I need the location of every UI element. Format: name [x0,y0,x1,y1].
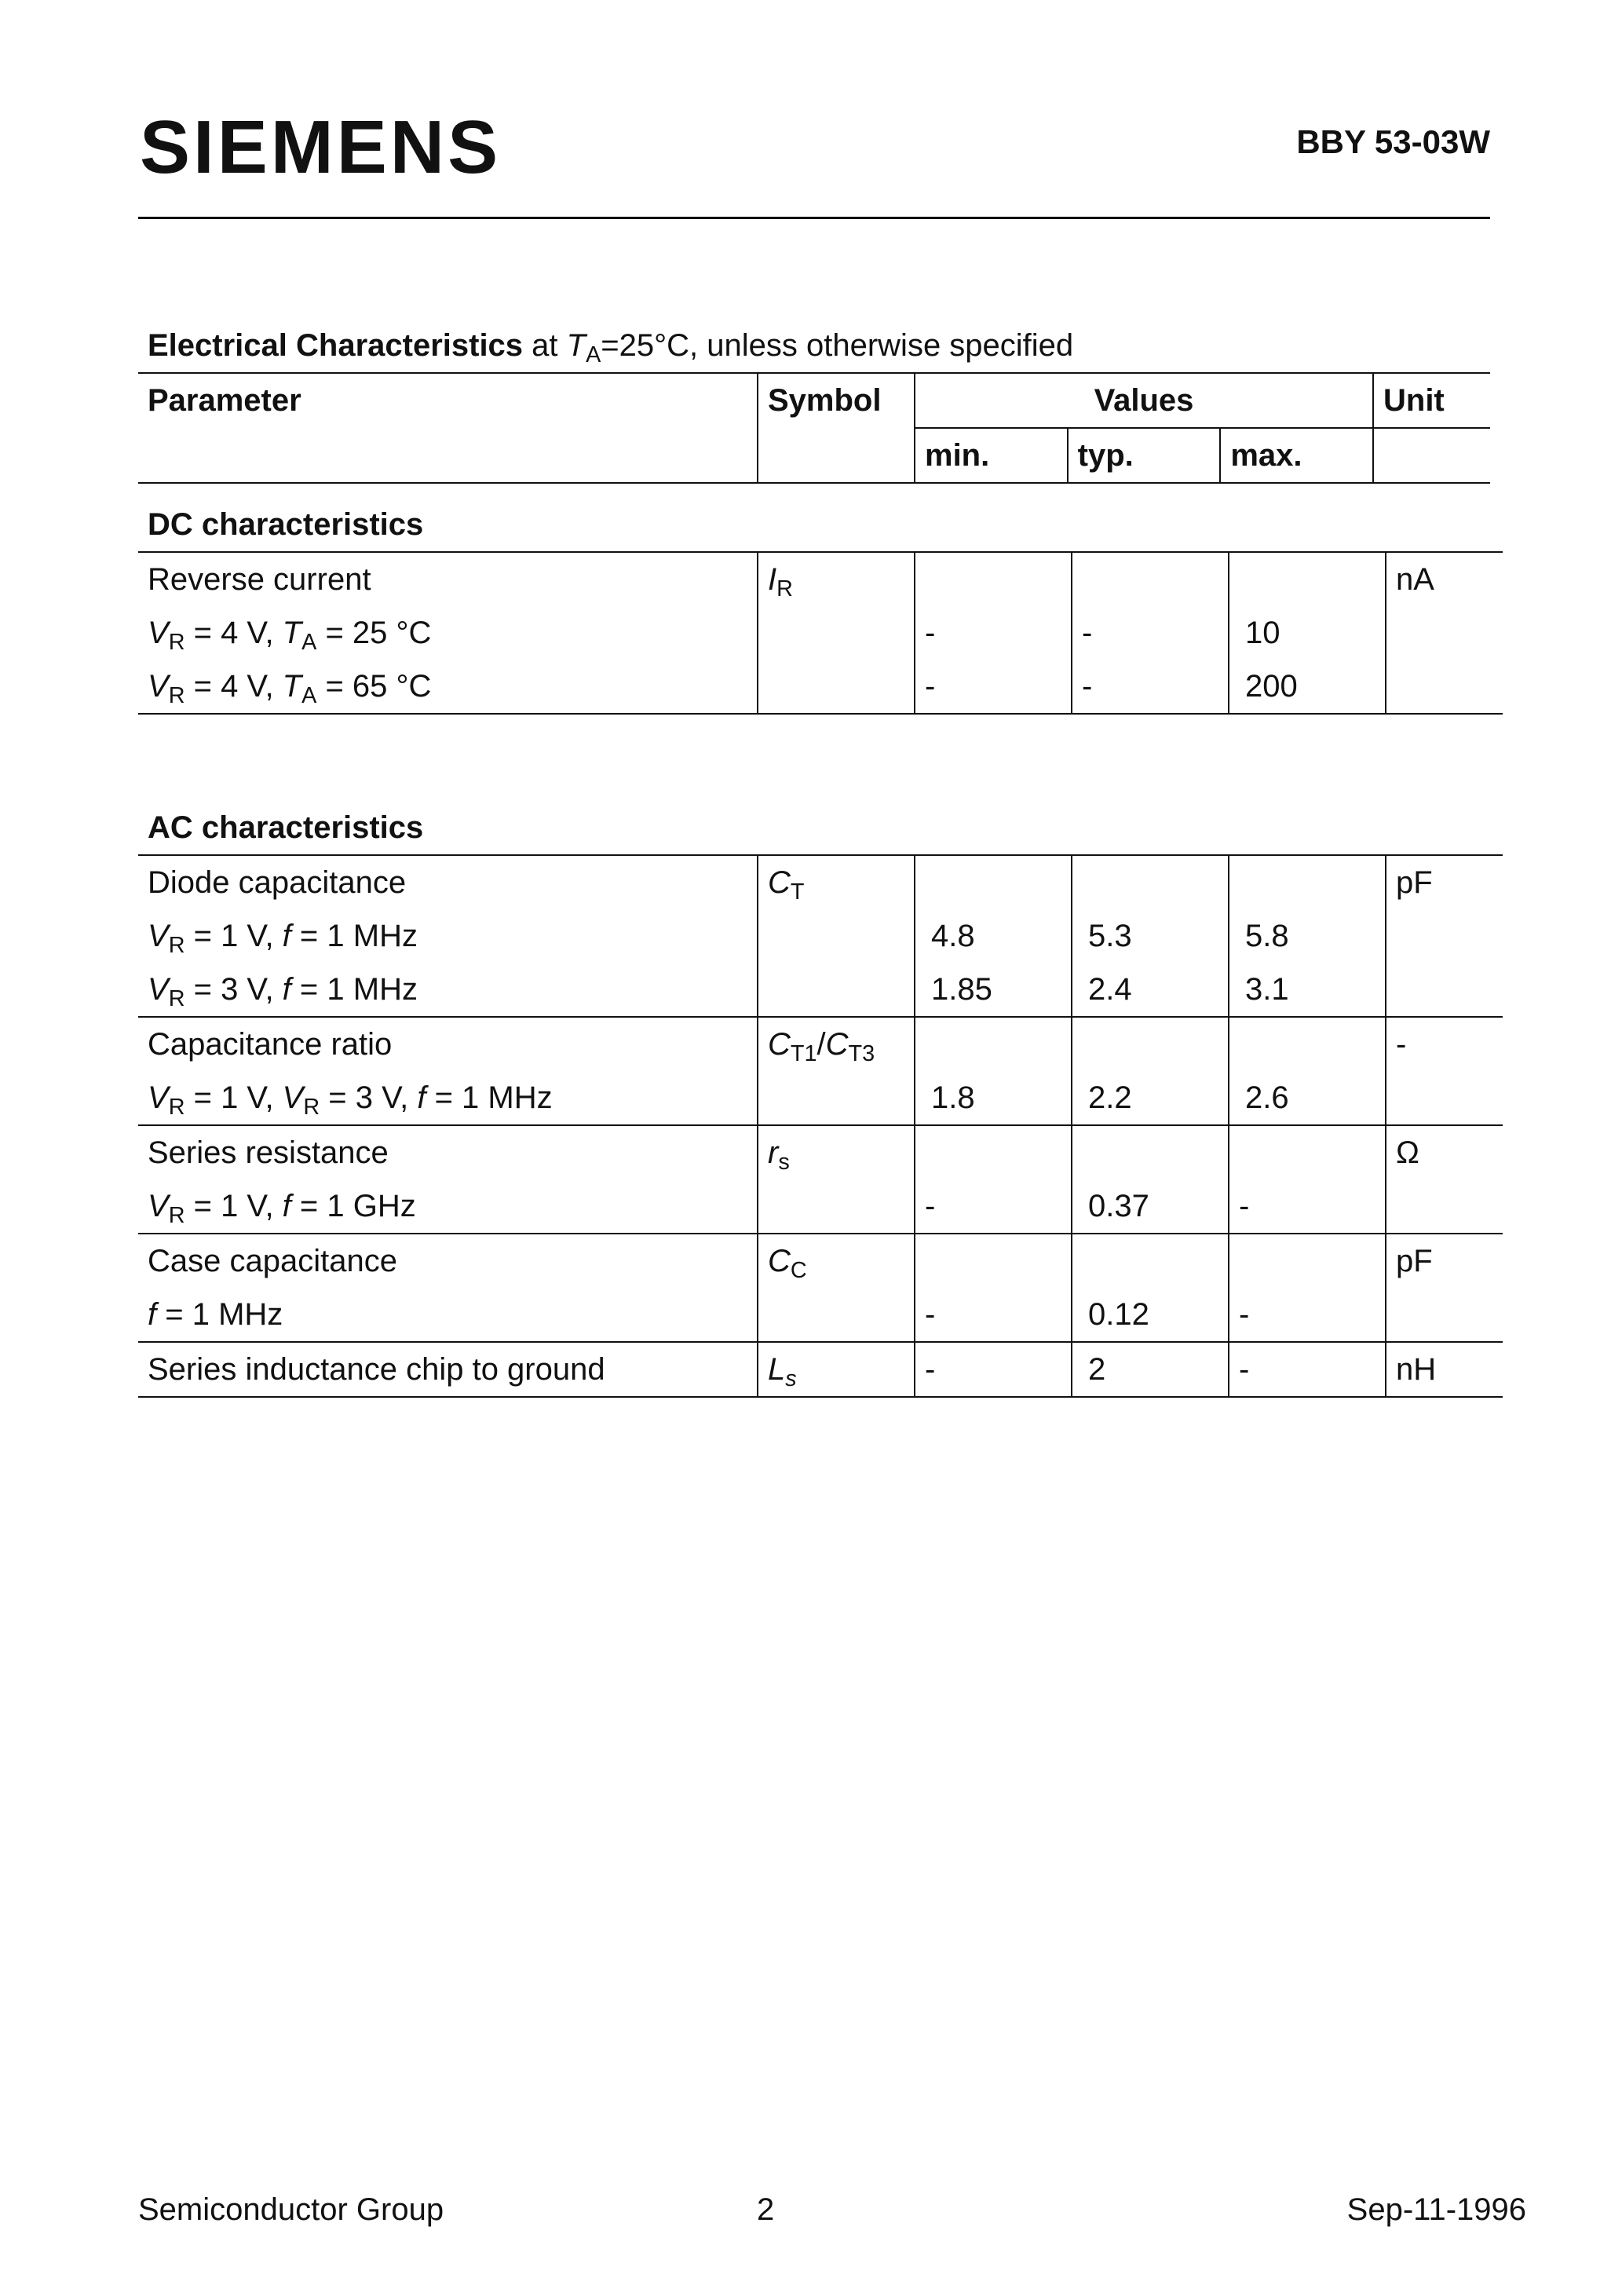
symbol-c-sub: C [790,1258,807,1284]
cond-text: = 1 V, [184,1189,283,1223]
cell-empty [1072,1017,1229,1071]
cond-text: = 1 GHz [290,1189,416,1223]
footer-company: Semiconductor Group [138,2192,444,2227]
case-cap-cond [138,1288,758,1342]
value-max: - [1229,1288,1386,1342]
var-t: T [282,616,302,650]
value-typ: - [1072,660,1229,714]
reverse-current-cond-2 [138,660,758,714]
cap-ratio-unit: - [1386,1017,1503,1071]
var-v-sub: R [303,1095,320,1121]
ac-section-title: AC characteristics [148,810,424,845]
case-cap-unit: pF [1386,1234,1503,1288]
cell-empty [1386,1071,1503,1125]
cell-empty [1072,1234,1229,1288]
cell-empty [758,1071,915,1125]
cond-text: = 1 MHz [156,1297,283,1332]
symbol-c: C [768,865,791,900]
var-v-sub: R [168,683,185,709]
cell-empty [758,606,915,660]
symbol-r-sub: s [778,1150,790,1175]
head-unit: Unit [1373,373,1490,428]
var-v-sub: R [168,933,185,959]
var-v: V [148,919,169,953]
value-min: 1.85 [915,963,1072,1017]
reverse-current-symbol [758,552,915,606]
cond-text: = 1 V, [184,1080,283,1115]
var-f: f [282,919,291,953]
series-res-symbol [758,1125,915,1179]
diode-cap-cond-1 [138,909,758,963]
footer-page-number: 2 [757,2192,775,2227]
value-min: - [915,660,1072,714]
cell-empty [1229,552,1386,606]
diode-cap-cond-2 [138,963,758,1017]
value-typ: 0.12 [1072,1288,1229,1342]
head-empty-param [138,428,758,483]
ac-table [138,854,1503,1398]
var-v: V [148,616,169,650]
table-header [138,372,1490,484]
var-v-sub: R [168,1095,185,1121]
value-max: 10 [1229,606,1386,660]
value-typ: 2.4 [1072,963,1229,1017]
cap-ratio-cond [138,1071,758,1125]
cond-text: = 1 MHz [290,972,418,1007]
part-number: BBY 53-03W [1296,123,1490,160]
series-ind-symbol [758,1342,915,1397]
reverse-current-label: Reverse current [138,552,758,606]
table-caption [148,328,1074,368]
value-min: - [915,1288,1072,1342]
cell-empty [1229,1234,1386,1288]
head-empty-unit [1373,428,1490,483]
symbol-c: C [768,1027,791,1062]
cell-empty [915,1017,1072,1071]
cell-empty [1386,909,1503,963]
cond-text: = 3 V, [184,972,283,1007]
value-min: 1.8 [915,1071,1072,1125]
symbol-i: I [768,562,777,597]
cap-ratio-symbol [758,1017,915,1071]
head-typ: typ. [1068,428,1221,483]
cell-empty [1229,1017,1386,1071]
caption-at: at [523,328,567,363]
value-min: 4.8 [915,909,1072,963]
value-typ: 5.3 [1072,909,1229,963]
value-max: - [1229,1342,1386,1397]
cell-empty [758,660,915,714]
cell-empty [915,1234,1072,1288]
reverse-current-unit: nA [1386,552,1503,606]
series-ind-label: Series inductance chip to ground [138,1342,758,1397]
cell-empty [1229,855,1386,909]
head-symbol: Symbol [758,373,915,428]
var-v: V [148,1189,169,1223]
cond-text: = 3 V, [320,1080,418,1115]
var-t-sub: A [301,683,317,709]
symbol-r: r [768,1135,779,1170]
value-typ: 0.37 [1072,1179,1229,1234]
cell-empty [1229,1125,1386,1179]
head-max: max. [1220,428,1373,483]
var-f: f [282,972,291,1007]
cell-empty [1386,1288,1503,1342]
dc-section-title: DC characteristics [148,507,424,542]
symbol-l-sub-text: s [785,1366,797,1392]
symbol-c: C [825,1027,849,1062]
cond-text: = 65 °C [316,669,432,704]
cell-empty [915,1125,1072,1179]
cell-empty [1072,552,1229,606]
value-max: 2.6 [1229,1071,1386,1125]
caption-rest: =25°C, unless otherwise specified [601,328,1074,363]
cond-text: = 25 °C [316,616,432,650]
head-min: min. [915,428,1068,483]
var-v-sub: R [168,986,185,1012]
caption-bold: Electrical Characteristics [148,328,524,363]
symbol-i-sub: R [776,576,793,602]
value-min: - [915,1342,1072,1397]
header-divider [138,217,1490,219]
cond-text: = 1 V, [184,919,283,953]
cond-text: = 4 V, [184,669,283,704]
symbol-c-sub: T [790,879,805,905]
var-v: V [148,669,169,704]
value-max: 5.8 [1229,909,1386,963]
cell-empty [1386,606,1503,660]
footer-date: Sep-11-1996 [1346,2192,1526,2227]
siemens-logo: SIEMENS [140,105,502,189]
reverse-current-cond-1 [138,606,758,660]
cell-empty [1072,855,1229,909]
symbol-slash: / [816,1027,826,1062]
value-max: - [1229,1179,1386,1234]
head-empty-symbol [758,428,915,483]
value-typ: - [1072,606,1229,660]
cond-text: = 1 MHz [290,919,418,953]
symbol-l-sub [785,1366,796,1391]
series-res-cond [138,1179,758,1234]
value-min: - [915,1179,1072,1234]
value-min: - [915,606,1072,660]
var-v: V [148,1080,169,1115]
cell-empty [915,855,1072,909]
symbol-c-sub: T3 [848,1041,875,1067]
caption-t-sub: A [586,342,601,368]
var-t: T [282,669,302,704]
series-res-unit: Ω [1386,1125,1503,1179]
diode-cap-label: Diode capacitance [138,855,758,909]
cell-empty [758,1179,915,1234]
dc-table [138,551,1503,715]
diode-cap-unit: pF [1386,855,1503,909]
value-max: 3.1 [1229,963,1386,1017]
symbol-c: C [768,1244,791,1278]
head-parameter: Parameter [138,373,758,428]
var-v: V [282,1080,304,1115]
cond-text: = 4 V, [184,616,283,650]
series-res-label: Series resistance [148,1135,389,1170]
cell-empty [758,1288,915,1342]
var-v-sub: R [168,630,185,656]
cell-empty [758,909,915,963]
var-f: f [282,1189,291,1223]
cell-empty [1386,660,1503,714]
var-f: f [148,1297,157,1332]
cell-empty [1072,1125,1229,1179]
cap-ratio-label: Capacitance ratio [148,1027,393,1062]
cell-empty [758,963,915,1017]
var-t-sub: A [301,630,317,656]
cell-empty [915,552,1072,606]
var-f: f [417,1080,426,1115]
diode-cap-symbol [758,855,915,909]
value-typ: 2.2 [1072,1071,1229,1125]
value-max: 200 [1229,660,1386,714]
var-v-sub: R [168,1203,185,1229]
var-v: V [148,972,169,1007]
cell-empty [1386,1179,1503,1234]
value-typ: 2 [1072,1342,1229,1397]
cell-empty [1386,963,1503,1017]
symbol-l: L [768,1352,786,1387]
caption-t: T [566,328,586,363]
series-ind-unit: nH [1386,1342,1503,1397]
case-cap-symbol [758,1234,915,1288]
case-cap-label: Case capacitance [148,1244,397,1278]
symbol-c-sub: T1 [790,1041,817,1067]
cond-text: = 1 MHz [426,1080,553,1115]
head-values: Values [915,373,1373,428]
